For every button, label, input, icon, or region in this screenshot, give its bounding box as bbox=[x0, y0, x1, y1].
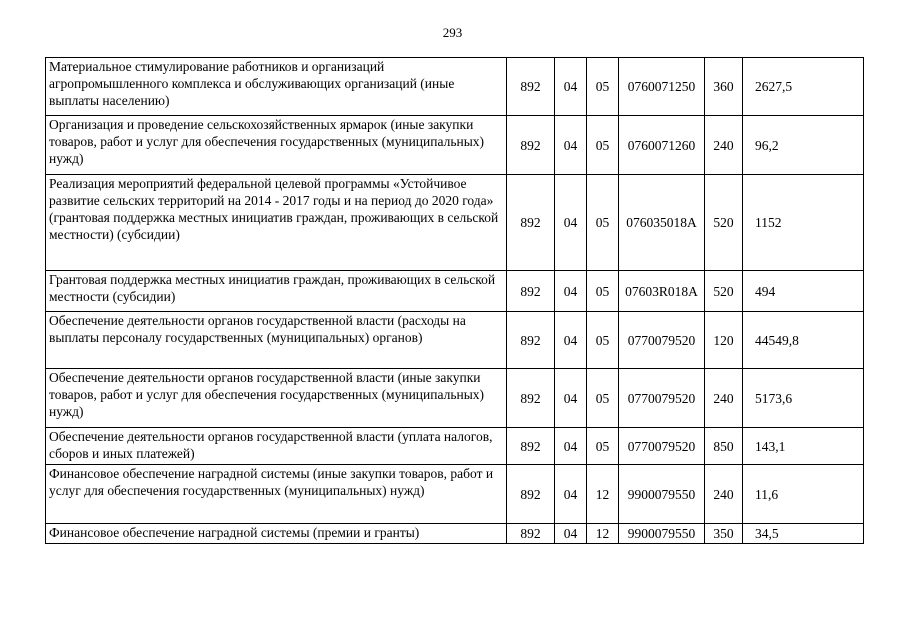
row-amount: 2627,5 bbox=[743, 58, 864, 116]
row-description: Обеспечение деятельности органов государственной власти (уплата налогов, сборов и иных платежей) bbox=[46, 428, 507, 465]
row-description: Материальное стимулирование работников и организаций агропромышленного комплекса и обслуживающих организаций (иные выплаты населению) bbox=[46, 58, 507, 116]
row-amount: 1152 bbox=[743, 175, 864, 271]
table-row bbox=[46, 116, 864, 175]
row-expense-type: 240 bbox=[705, 369, 743, 428]
row-subsection: 12 bbox=[587, 465, 619, 524]
row-description: Реализация мероприятий федеральной целевой программы «Устойчивое развитие сельских территорий на 2014 - 2017 годы и на период до 2020 года» (грантовая поддержка местных инициатив граждан, проживающих в сельской местности) (субсидии) bbox=[46, 175, 507, 271]
row-description: Обеспечение деятельности органов государственной власти (иные закупки товаров, работ и услуг для обеспечения государственных (муниципальных) нужд) bbox=[46, 369, 507, 428]
row-expense-type: 850 bbox=[705, 428, 743, 465]
table-row bbox=[46, 428, 864, 465]
row-section: 04 bbox=[555, 58, 587, 116]
table-row bbox=[46, 524, 864, 544]
row-subsection: 05 bbox=[587, 369, 619, 428]
row-target-article: 0760071260 bbox=[619, 116, 705, 175]
row-expense-type: 240 bbox=[705, 116, 743, 175]
row-ministry: 892 bbox=[507, 524, 555, 544]
row-description: Организация и проведение сельскохозяйственных ярмарок (иные закупки товаров, работ и услуг для обеспечения государственных (муниципальных) нужд) bbox=[46, 116, 507, 175]
row-subsection: 05 bbox=[587, 175, 619, 271]
row-amount: 34,5 bbox=[743, 524, 864, 544]
row-section: 04 bbox=[555, 524, 587, 544]
row-expense-type: 350 bbox=[705, 524, 743, 544]
row-subsection: 05 bbox=[587, 58, 619, 116]
row-target-article: 07603R018А bbox=[619, 271, 705, 312]
row-ministry: 892 bbox=[507, 369, 555, 428]
row-amount: 143,1 bbox=[743, 428, 864, 465]
row-ministry: 892 bbox=[507, 312, 555, 369]
row-amount: 11,6 bbox=[743, 465, 864, 524]
table-row bbox=[46, 312, 864, 369]
row-amount: 494 bbox=[743, 271, 864, 312]
row-section: 04 bbox=[555, 465, 587, 524]
row-section: 04 bbox=[555, 312, 587, 369]
table-row bbox=[46, 369, 864, 428]
row-target-article: 9900079550 bbox=[619, 524, 705, 544]
row-section: 04 bbox=[555, 116, 587, 175]
row-ministry: 892 bbox=[507, 116, 555, 175]
row-expense-type: 360 bbox=[705, 58, 743, 116]
table-row bbox=[46, 465, 864, 524]
row-subsection: 05 bbox=[587, 271, 619, 312]
row-section: 04 bbox=[555, 369, 587, 428]
row-section: 04 bbox=[555, 271, 587, 312]
row-expense-type: 240 bbox=[705, 465, 743, 524]
row-ministry: 892 bbox=[507, 271, 555, 312]
table-row bbox=[46, 271, 864, 312]
row-amount: 96,2 bbox=[743, 116, 864, 175]
row-target-article: 0770079520 bbox=[619, 428, 705, 465]
table-row bbox=[46, 58, 864, 116]
row-amount: 5173,6 bbox=[743, 369, 864, 428]
budget-table bbox=[45, 57, 864, 544]
row-ministry: 892 bbox=[507, 428, 555, 465]
row-target-article: 0770079520 bbox=[619, 312, 705, 369]
row-subsection: 05 bbox=[587, 428, 619, 465]
row-ministry: 892 bbox=[507, 58, 555, 116]
row-expense-type: 520 bbox=[705, 175, 743, 271]
row-section: 04 bbox=[555, 428, 587, 465]
row-target-article: 0760071250 bbox=[619, 58, 705, 116]
row-amount: 44549,8 bbox=[743, 312, 864, 369]
row-expense-type: 120 bbox=[705, 312, 743, 369]
table-row bbox=[46, 175, 864, 271]
row-target-article: 9900079550 bbox=[619, 465, 705, 524]
row-description: Финансовое обеспечение наградной системы (премии и гранты) bbox=[46, 524, 507, 544]
row-ministry: 892 bbox=[507, 465, 555, 524]
row-section: 04 bbox=[555, 175, 587, 271]
row-expense-type: 520 bbox=[705, 271, 743, 312]
row-subsection: 05 bbox=[587, 312, 619, 369]
row-subsection: 12 bbox=[587, 524, 619, 544]
row-description: Обеспечение деятельности органов государственной власти (расходы на выплаты персоналу государственных (муниципальных) органов) bbox=[46, 312, 507, 369]
row-description: Финансовое обеспечение наградной системы (иные закупки товаров, работ и услуг для обеспечения государственных (муниципальных) нужд) bbox=[46, 465, 507, 524]
row-subsection: 05 bbox=[587, 116, 619, 175]
row-ministry: 892 bbox=[507, 175, 555, 271]
page-number: 293 bbox=[442, 25, 463, 40]
row-target-article: 0770079520 bbox=[619, 369, 705, 428]
row-target-article: 076035018А bbox=[619, 175, 705, 271]
row-description: Грантовая поддержка местных инициатив граждан, проживающих в сельской местности (субсидии) bbox=[46, 271, 507, 312]
